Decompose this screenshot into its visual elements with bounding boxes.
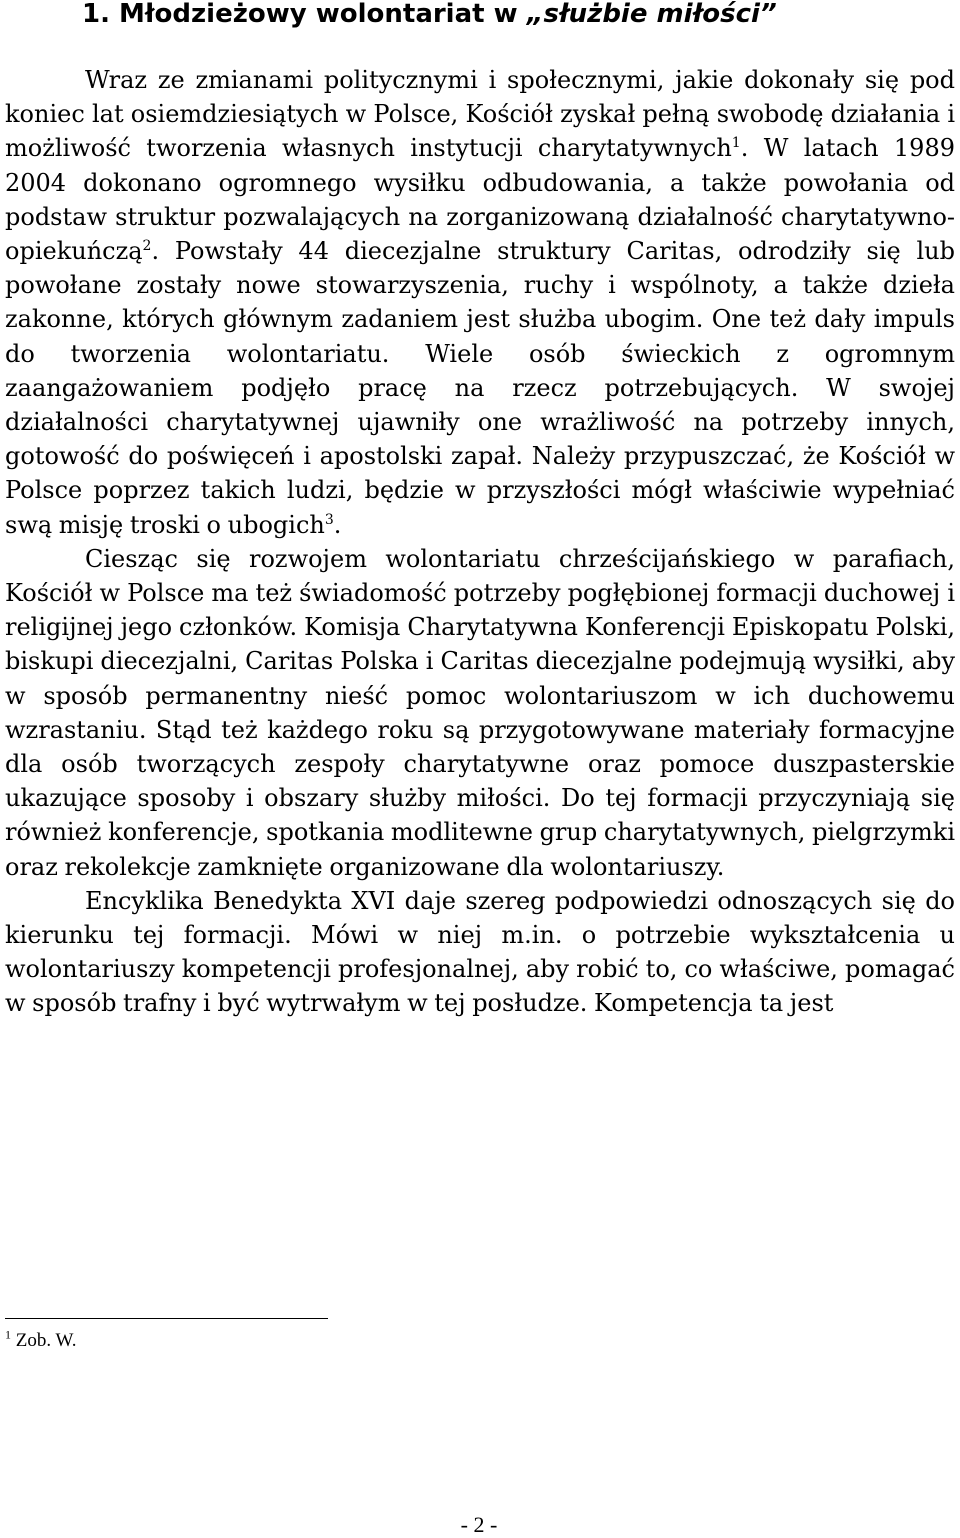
- page-number-text: - 2 -: [460, 1512, 498, 1537]
- paragraph-text: Wraz ze zmianami politycznymi i społecznymi, jakie dokonały się pod koniec lat osiemdziesiątych w Polsce, Kościół zyskał pełną swobodę działania i możliwość tworzenia własnych instytucji charytatywnych: [5, 66, 955, 163]
- paragraph-text: Encyklika Benedykta XVI daje szereg podpowiedzi odnoszących się do kierunku tej formacji. Mówi w niej m.in. o potrzebie wykształcenia u wolontariuszy kompetencji profesjonalnej, aby robić to, co właściwe, pomagać w sposób trafny i być wytrwałym w tej posłudze. Kompetencja ta jest: [5, 886, 955, 1018]
- footnote-marker: 1: [5, 1327, 11, 1342]
- footnote-reference[interactable]: 2: [142, 238, 152, 255]
- footnote-separator: [5, 1318, 328, 1319]
- footnote: [5, 1326, 76, 1356]
- paragraph-text: . W latach 1989 2004 dokonano ogromnego wysiłku odbudowania, a także powołania od podstaw struktur pozwalających na zorganizowaną działalność charytatywno-opiekuńczą: [5, 134, 955, 266]
- section-title-emphasis: „służbie miłości”: [526, 0, 777, 29]
- footnote-reference[interactable]: 3: [324, 511, 334, 528]
- paragraph-2: [5, 542, 955, 884]
- section-number: 1.: [82, 0, 110, 29]
- paragraph-3: [5, 884, 955, 1021]
- paragraph-text: .: [333, 510, 342, 539]
- page-number: [0, 1512, 960, 1538]
- footnote-reference[interactable]: 1: [731, 135, 741, 152]
- footnote-text: Zob. W.: [11, 1330, 77, 1351]
- section-heading: [82, 0, 777, 32]
- paragraph-text: Ciesząc się rozwojem wolontariatu chrześcijańskiego w parafiach, Kościół w Polsce ma też świadomość potrzeby pogłębionej formacji duchowej i religijnej jego członków. Komisja Charytatywna Konferencji Episkopatu Polski, biskupi diecezjalni, Caritas Polska i Caritas diecezjalne podejmują wysiłki, aby w sposób permanentny nieść pomoc wolontariuszom w ich duchowemu wzrastaniu. Stąd też każdego roku są przygotowywane materiały formacyjne dla osób tworzących zespoły charytatywne oraz pomoce duszpasterskie ukazujące sposoby i obszary służby miłości. Do tej formacji przyczyniają się również konferencje, spotkania modlitewne grup charytatywnych, pielgrzymki oraz rekolekcje zamknięte organizowane dla wolontariuszy.: [5, 544, 955, 881]
- paragraph-text: . Powstały 44 diecezjalne struktury Caritas, odrodziły się lub powołane zostały nowe stowarzyszenia, ruchy i wspólnoty, a także dzieła zakonne, których głównym zadaniem jest służba ubogim. One też dały impuls do tworzenia wolontariatu. Wiele osób świeckich z ogromnym zaangażowaniem podjęło pracę na rzecz potrzebujących. W swojej działalności charytatywnej ujawniły one wrażliwość na potrzeby innych, gotowość do poświęceń i apostolski zapał. Należy przypuszczać, że Kościół w Polsce poprzez takich ludzi, będzie w przyszłości mógł właściwie wypełniać swą misję troski o ubogich: [5, 237, 955, 539]
- body-text: [5, 63, 955, 1021]
- paragraph-1: [5, 63, 955, 542]
- section-title: Młodzieżowy wolontariat w: [119, 0, 527, 29]
